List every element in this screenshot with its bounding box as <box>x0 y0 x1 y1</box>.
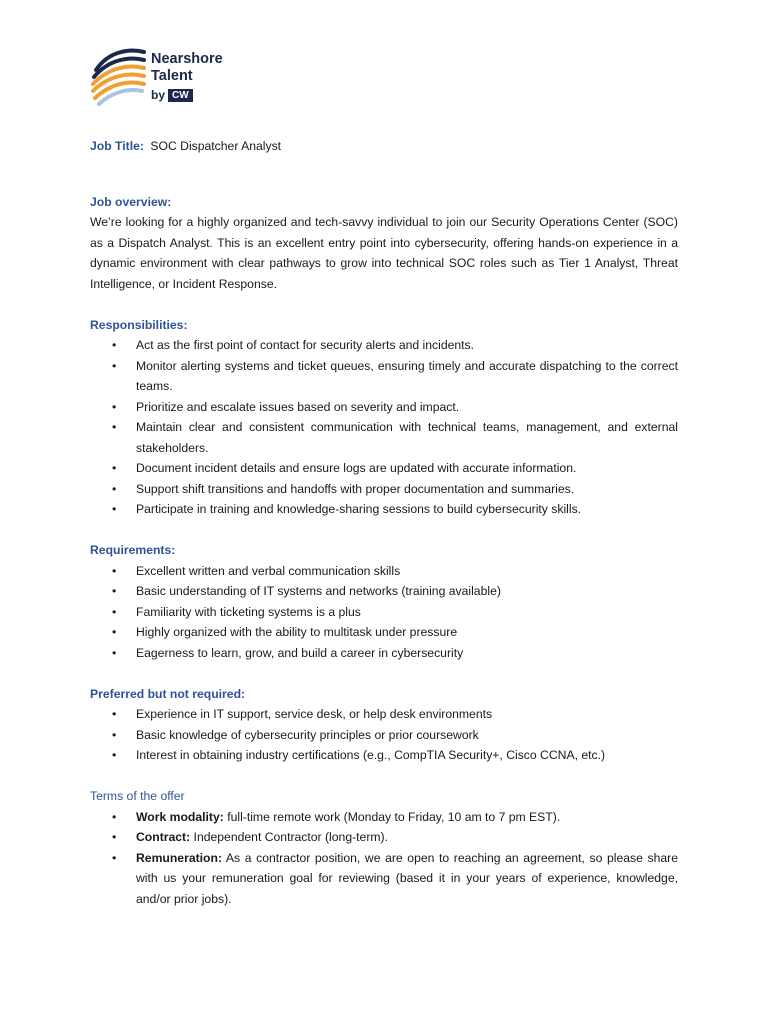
list-item: • Participate in training and knowledge-sharing sessions to build cybersecurity skills. <box>90 499 678 520</box>
list-item: • Experience in IT support, service desk, or help desk environments <box>90 704 678 725</box>
bullet-icon: • <box>112 707 117 721</box>
list-item: • Document incident details and ensure logs are updated with accurate information. <box>90 458 678 479</box>
list-item: • Monitor alerting systems and ticket queues, ensuring timely and accurate dispatching to the correct teams. <box>90 356 678 397</box>
overview-heading: Job overview: <box>90 194 172 209</box>
list-item: • Interest in obtaining industry certifications (e.g., CompTIA Security+, Cisco CCNA, etc.) <box>90 745 678 766</box>
bullet-icon: • <box>112 850 117 865</box>
list-item: • Highly organized with the ability to multitask under pressure <box>90 622 678 643</box>
list-item: • Basic knowledge of cybersecurity principles or prior coursework <box>90 725 678 746</box>
bullet-icon: • <box>112 809 117 824</box>
responsibilities-section <box>90 315 678 520</box>
logo-swoosh-icon <box>90 44 146 108</box>
list-item: • Act as the first point of contact for security alerts and incidents. <box>90 335 678 356</box>
job-title-line <box>90 136 678 157</box>
terms-list <box>90 807 678 910</box>
bullet-icon: • <box>112 625 117 639</box>
term-text: Independent Contractor (long-term). <box>190 830 388 844</box>
list-item: • Basic understanding of IT systems and networks (training available) <box>90 581 678 602</box>
terms-heading: Terms of the offer <box>90 789 185 803</box>
bullet-icon: • <box>112 502 117 516</box>
bullet-icon: • <box>112 399 117 414</box>
logo-wordmark <box>151 51 223 84</box>
bullet-icon: • <box>112 727 117 742</box>
term-label: Work modality: <box>136 809 224 824</box>
logo-by-text: by <box>151 88 166 102</box>
preferred-heading: Preferred but not required: <box>90 686 246 701</box>
terms-section <box>90 786 678 909</box>
job-title-label: Job Title: <box>90 139 144 153</box>
list-item: • Familiarity with ticketing systems is a plus <box>90 602 678 623</box>
requirements-section <box>90 540 678 663</box>
bullet-icon: • <box>112 481 117 496</box>
bullet-icon: • <box>112 461 117 475</box>
bullet-icon: • <box>112 604 117 619</box>
list-item: • Eagerness to learn, grow, and build a career in cybersecurity <box>90 643 678 664</box>
overview-text: We’re looking for a highly organized and tech-savvy individual to join our Security Operations Center (SOC) as a Dispatch Analyst. This is an excellent entry point into cybersecurity, offering hands-on experience in a dynamic environment with clear pathways to grow into technical SOC roles such as Tier 1 Analyst, Threat Intelligence, or Incident Response. <box>90 215 678 291</box>
logo-name-line1: Nearshore <box>151 51 223 67</box>
preferred-list <box>90 704 678 766</box>
logo-badge: CW <box>168 89 193 102</box>
logo-by-line <box>151 88 193 102</box>
bullet-icon: • <box>112 830 117 844</box>
bullet-icon: • <box>112 338 117 352</box>
term-label: Contract: <box>136 830 191 844</box>
bullet-icon: • <box>112 563 117 578</box>
preferred-section <box>90 684 678 766</box>
bullet-icon: • <box>112 645 117 660</box>
list-item: • Maintain clear and consistent communication with technical teams, management, and external stakeholders. <box>90 417 678 458</box>
logo-name-line2: Talent <box>151 67 193 84</box>
list-item: • Excellent written and verbal communication skills <box>90 561 678 582</box>
bullet-icon: • <box>112 420 117 434</box>
requirements-list <box>90 561 678 664</box>
responsibilities-list <box>90 335 678 520</box>
term-text: full-time remote work (Monday to Friday, 10 am to 7 pm EST). <box>223 809 561 824</box>
bullet-icon: • <box>112 748 117 762</box>
list-item: • Support shift transitions and handoffs with proper documentation and summaries. <box>90 479 678 500</box>
list-item: • Prioritize and escalate issues based on severity and impact. <box>90 397 678 418</box>
requirements-heading: Requirements: <box>90 543 176 557</box>
bullet-icon: • <box>112 584 117 598</box>
term-label: Remuneration: <box>136 850 222 865</box>
list-item <box>90 827 678 848</box>
term-text: As a contractor position, we are open to reaching an agreement, so please share with us your remuneration goal for reviewing (based it in your years of experience, knowledge, and/or prior jobs). <box>136 850 678 906</box>
overview-section <box>90 192 678 295</box>
company-logo <box>90 44 250 108</box>
list-item <box>90 807 678 828</box>
job-title-value: SOC Dispatcher Analyst <box>150 139 282 153</box>
list-item <box>90 848 678 910</box>
document-body <box>90 136 678 909</box>
bullet-icon: • <box>112 358 117 373</box>
responsibilities-heading: Responsibilities: <box>90 317 188 332</box>
